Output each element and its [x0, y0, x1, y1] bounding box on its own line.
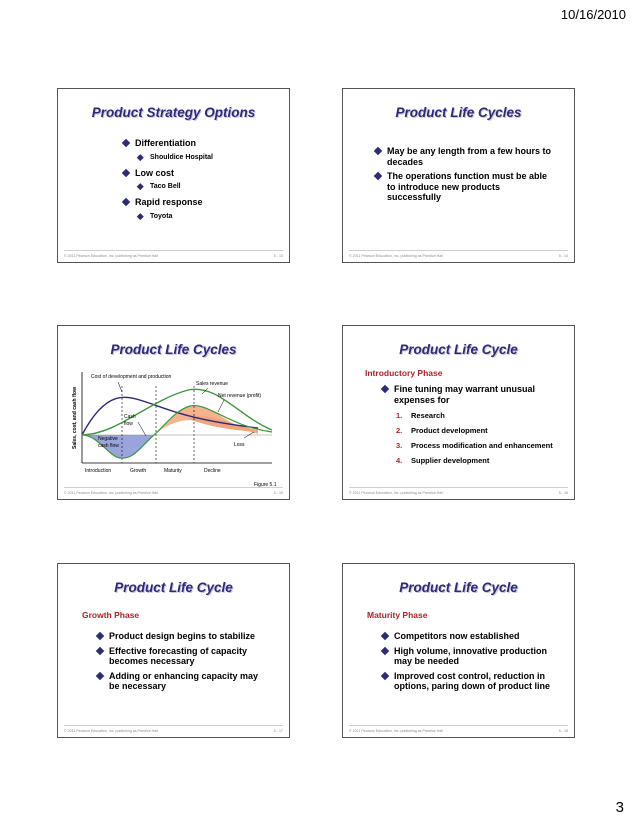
slide-number: 5 - 17: [273, 729, 283, 733]
page-number: 3: [615, 799, 624, 816]
slide-title: Product Life Cycle: [399, 342, 518, 357]
copyright-text: © 2011 Pearson Education, Inc. publishing as Prentice Hall: [64, 491, 158, 495]
slide-product-life-cycles-chart: [57, 325, 290, 500]
slide-title: Product Life Cycle: [114, 580, 233, 595]
slide-title: Product Life Cycles: [395, 105, 522, 120]
bullet-item: Improved cost control, reduction in options, paring down of product line: [381, 671, 551, 692]
slide-footer: [349, 254, 568, 258]
footer-rule: [64, 725, 283, 726]
loss-label: Loss: [234, 442, 245, 448]
sales-revenue-label: Sales revenue: [196, 381, 228, 387]
bullet-item: The operations function must be able to introduce new products successfully: [374, 171, 554, 203]
sub-bullet-item: Taco Bell: [122, 182, 213, 191]
footer-rule: [349, 250, 568, 251]
cost-label: Cost of development and production: [91, 374, 172, 380]
cash-flow-label: Cash: [124, 414, 136, 420]
slide-title: Product Life Cycles: [110, 342, 237, 357]
bullet-item: Rapid response: [122, 197, 213, 208]
phase-label: Maturity: [164, 468, 182, 474]
numbered-item: 3. Process modification and enhancement: [396, 441, 553, 450]
bullet-list: [96, 631, 261, 696]
footer-rule: [64, 487, 283, 488]
slide-number: 5 - 13: [273, 254, 283, 258]
sub-bullet-item: Toyota: [122, 212, 213, 221]
bullet-list: [381, 384, 561, 471]
bullet-list: [122, 138, 213, 227]
slide-number: 5 - 14: [558, 254, 568, 258]
copyright-text: © 2011 Pearson Education, Inc. publishing as Prentice Hall: [349, 729, 443, 733]
bullet-item: May be any length from a few hours to decades: [374, 146, 554, 167]
slide-product-life-cycles: [342, 88, 575, 263]
numbered-item: 2. Product development: [396, 426, 488, 435]
slide-product-strategy-options: [57, 88, 290, 263]
negative-cash-flow-label: Negative: [98, 436, 118, 442]
phase-heading: Maturity Phase: [367, 610, 428, 620]
slide-growth-phase: [57, 563, 290, 738]
slide-footer: [349, 491, 568, 495]
numbered-item: 1. Research: [396, 411, 445, 420]
slide-number: 5 - 18: [558, 729, 568, 733]
y-axis-label: Sales, cost, and cash flow: [72, 387, 78, 449]
phase-heading: Introductory Phase: [365, 368, 443, 378]
slide-number: 5 - 15: [273, 491, 283, 495]
slide-footer: [64, 729, 283, 733]
negative-cash-flow-label-2: cash flow: [98, 443, 119, 449]
copyright-text: © 2011 Pearson Education, Inc. publishing as Prentice Hall: [349, 254, 443, 258]
copyright-text: © 2011 Pearson Education, Inc. publishing as Prentice Hall: [349, 491, 443, 495]
bullet-item: Low cost: [122, 168, 213, 179]
bullet-item: Product design begins to stabilize: [96, 631, 261, 642]
slide-introductory-phase: [342, 325, 575, 500]
bullet-item: Fine tuning may warrant unusual expenses for: [381, 384, 561, 405]
slide-footer: [64, 254, 283, 258]
bullet-item: Differentiation: [122, 138, 213, 149]
cash-flow-label-2: flow: [124, 421, 133, 427]
phase-heading: Growth Phase: [82, 610, 140, 620]
phase-label: Decline: [204, 468, 221, 474]
life-cycle-figure: [58, 326, 290, 500]
bullet-item: Effective forecasting of capacity becomes necessary: [96, 646, 261, 667]
footer-rule: [64, 250, 283, 251]
slide-number: 5 - 16: [558, 491, 568, 495]
arrow-cost: [118, 382, 122, 392]
arrow-profit: [218, 400, 224, 412]
bullet-item: Adding or enhancing capacity may be necessary: [96, 671, 261, 692]
bullet-item: High volume, innovative production may be needed: [381, 646, 551, 667]
slide-title: Product Strategy Options: [91, 105, 256, 120]
bullet-list: [381, 631, 551, 696]
phase-label: Growth: [130, 468, 147, 474]
bullet-item: Competitors now established: [381, 631, 551, 642]
slide-maturity-phase: [342, 563, 575, 738]
slide-footer: [349, 729, 568, 733]
arrow-cash: [138, 422, 146, 436]
sub-bullet-item: Shouldice Hospital: [122, 153, 213, 162]
footer-rule: [349, 487, 568, 488]
header-date: 10/16/2010: [560, 7, 626, 22]
footer-rule: [349, 725, 568, 726]
figure-caption: Figure 5.1: [254, 482, 277, 488]
slide-footer: [64, 491, 283, 495]
slide-title: Product Life Cycle: [399, 580, 518, 595]
numbered-item: 4. Supplier development: [396, 456, 490, 465]
phase-label: Introduction: [85, 468, 112, 474]
net-revenue-label: Net revenue (profit): [218, 393, 262, 399]
copyright-text: © 2011 Pearson Education, Inc. publishing as Prentice Hall: [64, 254, 158, 258]
copyright-text: © 2011 Pearson Education, Inc. publishing as Prentice Hall: [64, 729, 158, 733]
bullet-list: [374, 146, 554, 207]
